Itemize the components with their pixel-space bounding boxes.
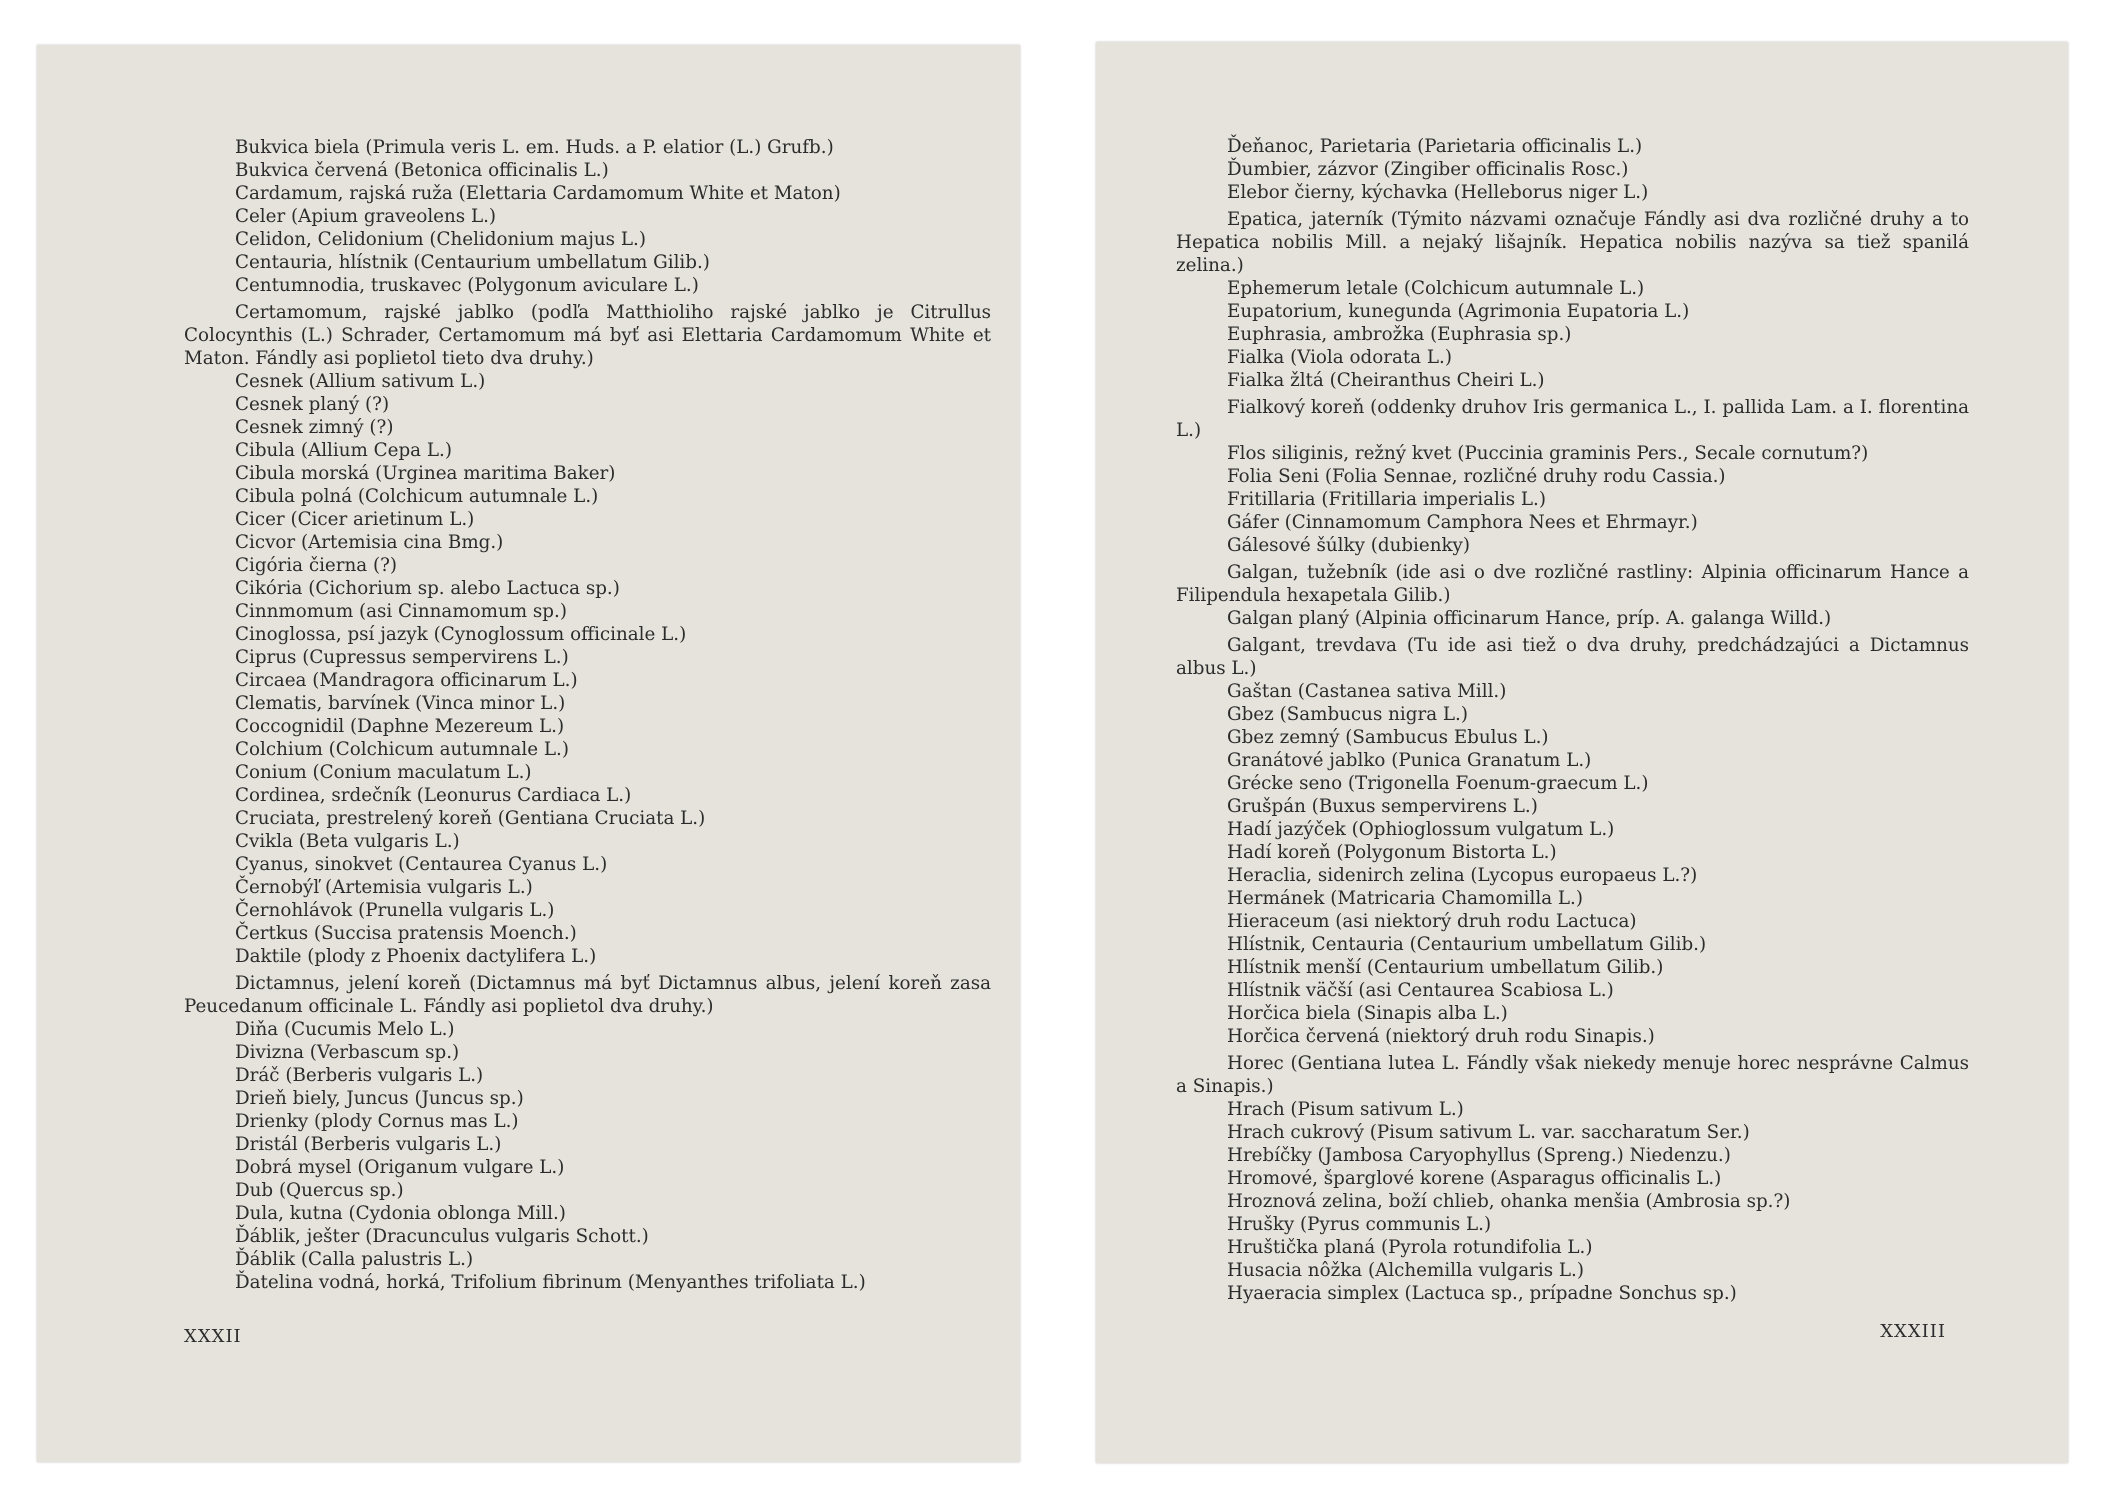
index-entry: Certamomum, rajské jablko (podľa Matthioliho rajské jablko je Citrullus Colocynthis (L.) Schrader, Certamomum má byť asi Elettaria Cardamomum White et Maton. Fándly asi poplietol tieto dva druhy.) xyxy=(184,302,991,369)
page-number: XXXII xyxy=(184,1326,242,1347)
index-entry: Ďáblik, ješter (Dracunculus vulgaris Schott.) xyxy=(235,1226,649,1247)
index-entry: Horčica červená (niektorý druh rodu Sinapis.) xyxy=(1227,1026,1655,1047)
index-entry: Heraclia, sidenirch zelina (Lycopus europaeus L.?) xyxy=(1227,865,1698,886)
index-entry: Černohlávok (Prunella vulgaris L.) xyxy=(235,900,555,921)
index-entry: Epatica, jaterník (Týmito názvami označuje Fándly asi dva rozličné druhy a to Hepatica nobilis Mill. a nejaký lišajník. Hepatica nobilis nazýva sa tiež spanilá zelina.) xyxy=(1176,209,1969,276)
index-entry: Hyaeracia simplex (Lactuca sp., prípadne Sonchus sp.) xyxy=(1227,1283,1737,1304)
index-entry: Hadí koreň (Polygonum Bistorta L.) xyxy=(1227,842,1557,863)
index-entry: Hrach (Pisum sativum L.) xyxy=(1227,1099,1464,1120)
index-entry: Folia Seni (Folia Sennae, rozličné druhy rodu Cassia.) xyxy=(1227,466,1726,487)
index-entry: Coccognidil (Daphne Mezereum L.) xyxy=(235,716,565,737)
index-entry: Dictamnus, jelení koreň (Dictamnus má byť Dictamnus albus, jelení koreň zasa Peucedanum officinale L. Fándly asi poplietol dva druhy.) xyxy=(184,973,991,1017)
index-entry: Cesnek zimný (?) xyxy=(235,417,394,438)
index-entry: Hlístnik, Centauria (Centaurium umbellatum Gilib.) xyxy=(1227,934,1707,955)
index-entry: Dub (Quercus sp.) xyxy=(235,1180,404,1201)
index-entry: Ďumbier, zázvor (Zingiber officinalis Rosc.) xyxy=(1227,159,1629,180)
index-entry: Cesnek (Allium sativum L.) xyxy=(235,371,486,392)
index-entry: Dobrá mysel (Origanum vulgare L.) xyxy=(235,1157,565,1178)
index-entry: Černobýľ (Artemisia vulgaris L.) xyxy=(235,877,533,898)
index-entry: Circaea (Mandragora officinarum L.) xyxy=(235,670,578,691)
index-entry: Hruštička planá (Pyrola rotundifolia L.) xyxy=(1227,1237,1593,1258)
index-entry: Centauria, hlístnik (Centaurium umbellatum Gilib.) xyxy=(235,252,710,273)
index-entry: Colchium (Colchicum autumnale L.) xyxy=(235,739,569,760)
index-entry: Eupatorium, kunegunda (Agrimonia Eupatoria L.) xyxy=(1227,301,1690,322)
index-entry: Cinnmomum (asi Cinnamomum sp.) xyxy=(235,601,567,622)
index-entries-right xyxy=(1176,135,1969,1305)
index-entry: Gáfer (Cinnamomum Camphora Nees et Ehrmayr.) xyxy=(1227,512,1698,533)
index-entry: Ďeňanoc, Parietaria (Parietaria officinalis L.) xyxy=(1227,136,1643,157)
index-entry: Hadí jazýček (Ophioglossum vulgatum L.) xyxy=(1227,819,1615,840)
index-entry: Drienky (plody Cornus mas L.) xyxy=(235,1111,519,1132)
index-entry: Clematis, barvínek (Vinca minor L.) xyxy=(235,693,566,714)
index-entry: Dristál (Berberis vulgaris L.) xyxy=(235,1134,502,1155)
index-entry: Celidon, Celidonium (Chelidonium majus L.) xyxy=(235,229,646,250)
index-entry: Cibula polná (Colchicum autumnale L.) xyxy=(235,486,599,507)
index-entry: Cibula morská (Urginea maritima Baker) xyxy=(235,463,616,484)
index-entry: Flos siliginis, režný kvet (Puccinia graminis Pers., Secale cornutum?) xyxy=(1227,443,1869,464)
index-entry: Grušpán (Buxus sempervirens L.) xyxy=(1227,796,1538,817)
index-entry: Dula, kutna (Cydonia oblonga Mill.) xyxy=(235,1203,566,1224)
index-entry: Ephemerum letale (Colchicum autumnale L.) xyxy=(1227,278,1645,299)
index-entry: Hlístnik menší (Centaurium umbellatum Gilib.) xyxy=(1227,957,1664,978)
index-entry: Fritillaria (Fritillaria imperialis L.) xyxy=(1227,489,1546,510)
index-entry: Conium (Conium maculatum L.) xyxy=(235,762,532,783)
index-entry: Fialkový koreň (oddenky druhov Iris germanica L., I. pallida Lam. a I. florentina L.) xyxy=(1176,397,1969,441)
index-entry: Cicvor (Artemisia cina Bmg.) xyxy=(235,532,504,553)
index-entry: Hieraceum (asi niektorý druh rodu Lactuca) xyxy=(1227,911,1637,932)
index-entry: Gálesové šúlky (dubienky) xyxy=(1227,535,1471,556)
index-entry: Čertkus (Succisa pratensis Moench.) xyxy=(235,923,577,944)
index-entry: Granátové jablko (Punica Granatum L.) xyxy=(1227,750,1592,771)
index-entry: Gaštan (Castanea sativa Mill.) xyxy=(1227,681,1507,702)
index-entry: Hromové, šparglové korene (Asparagus officinalis L.) xyxy=(1227,1168,1722,1189)
index-entry: Cinoglossa, psí jazyk (Cynoglossum officinale L.) xyxy=(235,624,687,645)
index-entry: Cikória (Cichorium sp. alebo Lactuca sp.) xyxy=(235,578,620,599)
index-entry: Euphrasia, ambrožka (Euphrasia sp.) xyxy=(1227,324,1572,345)
index-entry: Centumnodia, truskavec (Polygonum aviculare L.) xyxy=(235,275,699,296)
index-entry: Hroznová zelina, boží chlieb, ohanka menšia (Ambrosia sp.?) xyxy=(1227,1191,1791,1212)
index-entry: Daktile (plody z Phoenix dactylifera L.) xyxy=(235,946,597,967)
index-entry: Cvikla (Beta vulgaris L.) xyxy=(235,831,460,852)
index-entry: Cordinea, srdečník (Leonurus Cardiaca L.) xyxy=(235,785,632,806)
index-entry: Horčica biela (Sinapis alba L.) xyxy=(1227,1003,1508,1024)
index-entry: Cesnek planý (?) xyxy=(235,394,390,415)
index-entry: Gbez zemný (Sambucus Ebulus L.) xyxy=(1227,727,1549,748)
index-entry: Bukvica červená (Betonica officinalis L.) xyxy=(235,160,609,181)
index-entries-left xyxy=(184,136,991,1294)
index-entry: Cicer (Cicer arietinum L.) xyxy=(235,509,475,530)
index-entry: Galgant, trevdava (Tu ide asi tiež o dva druhy, predchádzajúci a Dictamnus albus L.) xyxy=(1176,635,1969,679)
index-entry: Husacia nôžka (Alchemilla vulgaris L.) xyxy=(1227,1260,1585,1281)
index-entry: Horec (Gentiana lutea L. Fándly však niekedy menuje horec nesprávne Calmus a Sinapis.) xyxy=(1176,1053,1969,1097)
index-entry: Cardamum, rajská ruža (Elettaria Cardamomum White et Maton) xyxy=(235,183,841,204)
index-entry: Grécke seno (Trigonella Foenum-graecum L.) xyxy=(1227,773,1649,794)
index-entry: Bukvica biela (Primula veris L. em. Huds. a P. elatior (L.) Grufb.) xyxy=(235,137,834,158)
index-entry: Diňa (Cucumis Melo L.) xyxy=(235,1019,455,1040)
index-entry: Cigória čierna (?) xyxy=(235,555,398,576)
index-entry: Hrach cukrový (Pisum sativum L. var. saccharatum Ser.) xyxy=(1227,1122,1750,1143)
index-entry: Cibula (Allium Cepa L.) xyxy=(235,440,452,461)
index-entry: Ciprus (Cupressus sempervirens L.) xyxy=(235,647,569,668)
index-entry: Cyanus, sinokvet (Centaurea Cyanus L.) xyxy=(235,854,608,875)
index-entry: Fialka žltá (Cheiranthus Cheiri L.) xyxy=(1227,370,1545,391)
index-entry: Celer (Apium graveolens L.) xyxy=(235,206,497,227)
index-entry: Cruciata, prestrelený koreň (Gentiana Cruciata L.) xyxy=(235,808,706,829)
index-entry: Ďáblik (Calla palustris L.) xyxy=(235,1249,474,1270)
right-page xyxy=(1096,42,2068,1463)
index-entry: Fialka (Viola odorata L.) xyxy=(1227,347,1452,368)
index-entry: Gbez (Sambucus nigra L.) xyxy=(1227,704,1468,725)
index-entry: Hrebíčky (Jambosa Caryophyllus (Spreng.) Niedenzu.) xyxy=(1227,1145,1731,1166)
index-entry: Galgan planý (Alpinia officinarum Hance, príp. A. galanga Willd.) xyxy=(1227,608,1832,629)
index-entry: Divizna (Verbascum sp.) xyxy=(235,1042,460,1063)
index-entry: Dráč (Berberis vulgaris L.) xyxy=(235,1065,484,1086)
index-entry: Hlístnik väčší (asi Centaurea Scabiosa L.) xyxy=(1227,980,1614,1001)
index-entry: Ďatelina vodná, horká, Trifolium fibrinum (Menyanthes trifoliata L.) xyxy=(235,1272,866,1293)
index-entry: Galgan, tužebník (ide asi o dve rozličné rastliny: Alpinia officinarum Hance a Filipendula hexapetala Gilib.) xyxy=(1176,562,1969,606)
left-page xyxy=(37,45,1020,1462)
index-entry: Hrušky (Pyrus communis L.) xyxy=(1227,1214,1492,1235)
page-number: XXXIII xyxy=(1880,1321,1946,1342)
index-entry: Elebor čierny, kýchavka (Helleborus niger L.) xyxy=(1227,182,1649,203)
index-entry: Hermánek (Matricaria Chamomilla L.) xyxy=(1227,888,1584,909)
index-entry: Drieň biely, Juncus (Juncus sp.) xyxy=(235,1088,524,1109)
